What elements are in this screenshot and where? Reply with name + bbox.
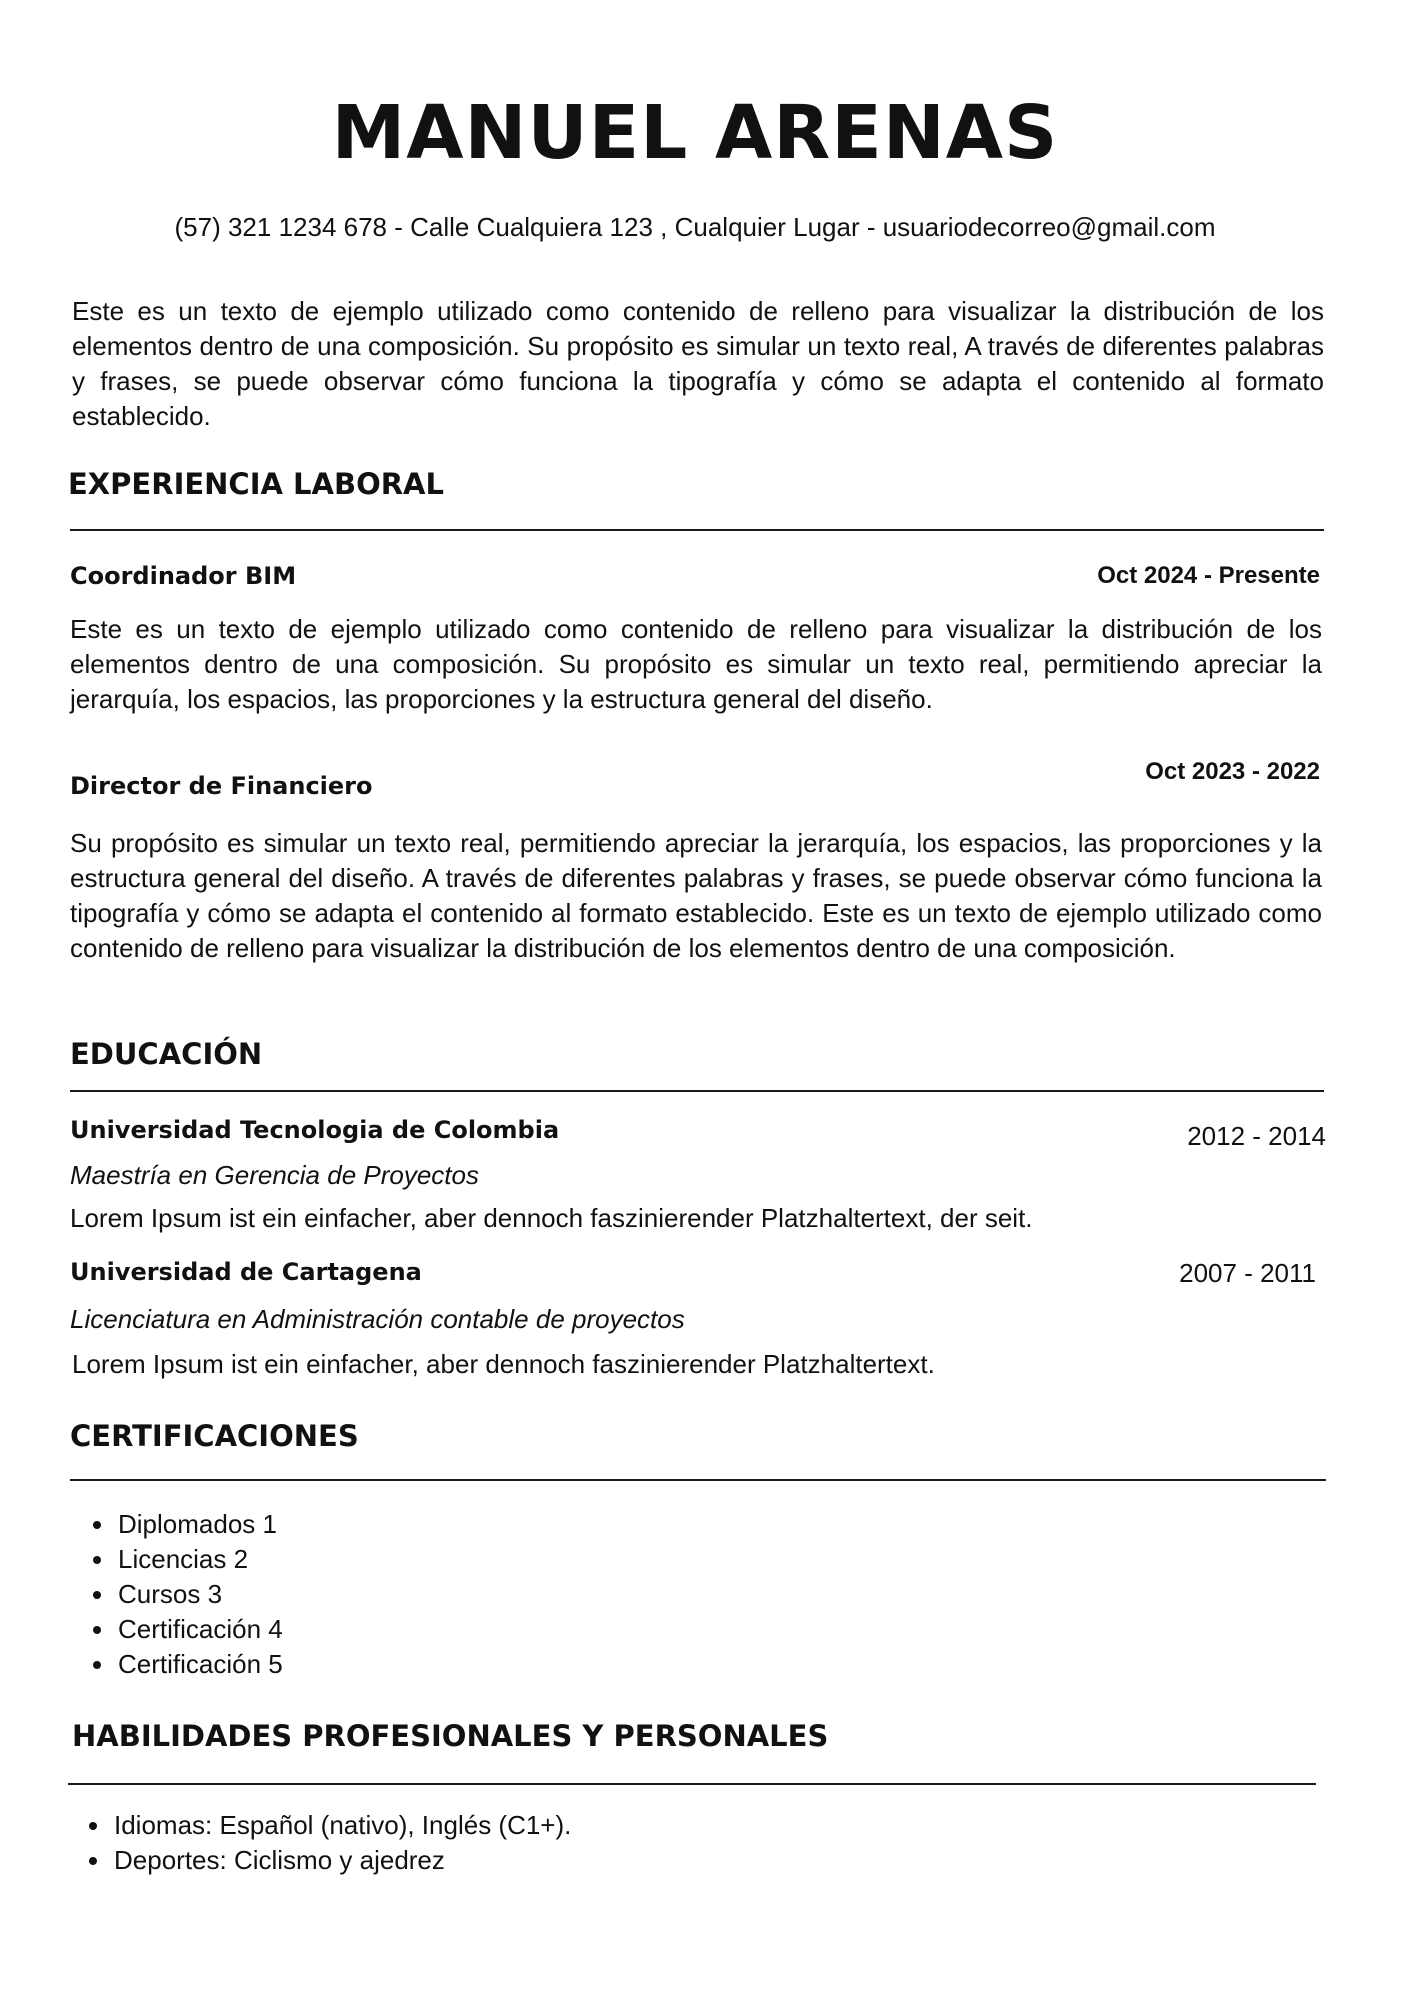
job-date: Oct 2023 - 2022 bbox=[1145, 758, 1320, 785]
list-item: • Licencias 2 bbox=[116, 1542, 283, 1577]
job-date: Oct 2024 - Presente bbox=[1097, 562, 1320, 589]
job-description: Su propósito es simular un texto real, permitiendo apreciar la jerarquía, los espacios, las proporciones y la estructura general del diseño. A través de diferentes palabras y frases, se puede observar cómo funciona la tipografía y cómo se adapta el contenido al formato establecido. Este es un texto de ejemplo utilizado como contenido de relleno para visualizar la distribución de los elementos dentro de una composición. bbox=[70, 828, 1322, 963]
education-degree: Licenciatura en Administración contable de proyectos bbox=[70, 1304, 685, 1334]
list-item: • Cursos 3 bbox=[116, 1577, 283, 1612]
section-divider bbox=[70, 1479, 1326, 1481]
skills-list bbox=[68, 1808, 571, 1878]
contact-line: (57) 321 1234 678 - Calle Cualquiera 123 , Cualquier Lugar - usuariodecorreo@gmail.com bbox=[174, 212, 1216, 242]
list-item: • Certificación 5 bbox=[116, 1647, 283, 1682]
job-description: Este es un texto de ejemplo utilizado como contenido de relleno para visualizar la distribución de los elementos dentro de una composición. Su propósito es simular un texto real, permitiendo apreciar la jerarquía, los espacios, las proporciones y la estructura general del diseño. bbox=[70, 614, 1322, 714]
job-title: Director de Financiero bbox=[70, 772, 373, 800]
list-item: • Certificación 4 bbox=[116, 1612, 283, 1647]
list-item: • Idiomas: Español (nativo), Inglés (C1+). bbox=[112, 1808, 571, 1843]
profile-summary: Este es un texto de ejemplo utilizado como contenido de relleno para visualizar la distribución de los elementos dentro de una composición. Su propósito es simular un texto real, A través de diferentes palabras y frases, se puede observar cómo funciona la tipografía y cómo se adapta el contenido al formato establecido. bbox=[72, 296, 1324, 431]
education-description: Lorem Ipsum ist ein einfacher, aber dennoch faszinierender Platzhaltertext. bbox=[72, 1349, 935, 1379]
education-school: Universidad de Cartagena bbox=[70, 1258, 422, 1286]
education-date: 2007 - 2011 bbox=[1179, 1258, 1316, 1288]
job-title: Coordinador BIM bbox=[70, 562, 297, 590]
section-divider bbox=[70, 529, 1324, 531]
education-degree: Maestría en Gerencia de Proyectos bbox=[70, 1160, 479, 1190]
candidate-name: MANUEL ARENAS bbox=[331, 90, 1059, 176]
section-title-skills: HABILIDADES PROFESIONALES Y PERSONALES bbox=[72, 1719, 829, 1753]
section-title-certifications: CERTIFICACIONES bbox=[70, 1419, 359, 1453]
certifications-list bbox=[72, 1507, 283, 1682]
education-description: Lorem Ipsum ist ein einfacher, aber dennoch faszinierender Platzhaltertext, der seit. bbox=[70, 1203, 1033, 1233]
section-divider bbox=[70, 1090, 1324, 1092]
education-date: 2012 - 2014 bbox=[1187, 1121, 1326, 1151]
section-title-education: EDUCACIÓN bbox=[70, 1037, 263, 1071]
section-divider bbox=[68, 1783, 1316, 1785]
education-school: Universidad Tecnologia de Colombia bbox=[70, 1116, 560, 1144]
list-item: • Diplomados 1 bbox=[116, 1507, 283, 1542]
list-item: • Deportes: Ciclismo y ajedrez bbox=[112, 1843, 571, 1878]
section-title-experience: EXPERIENCIA LABORAL bbox=[68, 467, 444, 501]
